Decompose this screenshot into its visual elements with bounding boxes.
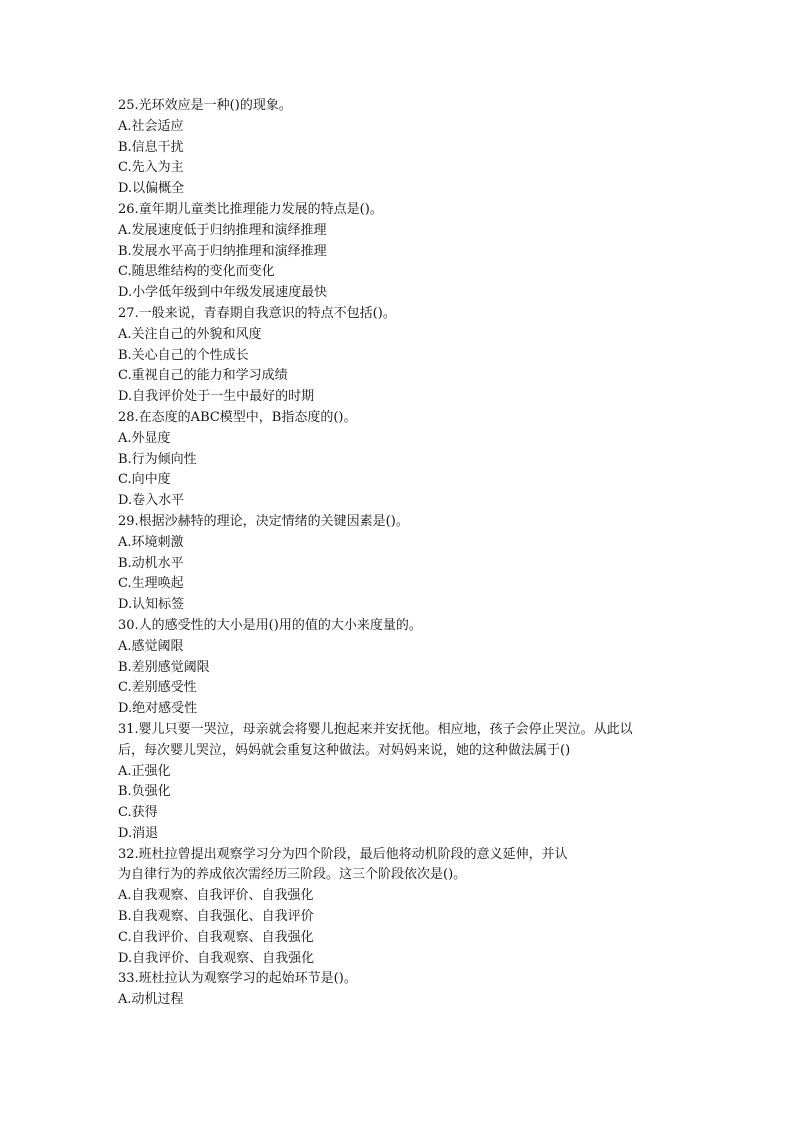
- answer-option: B.自我观察、自我强化、自我评价: [118, 909, 314, 925]
- question-stem: 为自律行为的养成依次需经历三阶段。这三个阶段依次是()。: [118, 867, 467, 883]
- question-item: [118, 304, 678, 408]
- question-stem: 26.童年期儿童类比推理能力发展的特点是()。: [118, 201, 383, 217]
- answer-option: B.发展水平高于归纳推理和演绎推理: [118, 243, 327, 259]
- question-item: [118, 616, 678, 720]
- answer-option: B.关心自己的个性成长: [118, 347, 249, 363]
- question-stem: 25.光环效应是一种()的现象。: [118, 98, 292, 113]
- answer-option: C.向中度: [118, 472, 171, 488]
- answer-option: A.自我观察、自我评价、自我强化: [118, 888, 314, 904]
- answer-option: D.自我评价处于一生中最好的时期: [118, 389, 315, 405]
- answer-option: D.卷入水平: [118, 493, 185, 509]
- answer-option: A.外显度: [118, 430, 171, 446]
- answer-option: C.重视自己的能力和学习成绩: [118, 368, 288, 384]
- answer-option: A.动机过程: [118, 992, 184, 1008]
- answer-option: D.消退: [118, 825, 159, 841]
- answer-option: B.负强化: [118, 784, 171, 800]
- question-stem: 27.一般来说，青春期自我意识的特点不包括()。: [118, 305, 396, 321]
- answer-option: A.感觉阈限: [118, 638, 184, 654]
- answer-option: C.生理唤起: [118, 576, 184, 592]
- question-item: [118, 408, 678, 512]
- answer-option: D.绝对感受性: [118, 701, 198, 717]
- answer-option: C.自我评价、自我观察、自我强化: [118, 929, 314, 945]
- question-list: [118, 96, 678, 1011]
- answer-option: C.获得: [118, 805, 158, 821]
- question-item: [118, 200, 678, 304]
- answer-option: B.行为倾向性: [118, 451, 197, 467]
- answer-option: A.社会适应: [118, 118, 184, 134]
- question-stem: 28.在态度的ABC模型中，B指态度的()。: [118, 409, 357, 425]
- answer-option: A.关注自己的外貌和风度: [118, 326, 262, 342]
- answer-option: C.随思维结构的变化而变化: [118, 264, 275, 280]
- question-stem: 31.婴儿只要一哭泣，母亲就会将婴儿抱起来并安抚他。相应地，孩子会停止哭泣。从此以: [118, 721, 633, 737]
- question-item: [118, 512, 678, 616]
- question-stem: 后，每次婴儿哭泣，妈妈就会重复这种做法。对妈妈来说，她的这种做法属于(): [118, 742, 571, 758]
- question-item: [118, 845, 678, 970]
- answer-option: A.正强化: [118, 763, 171, 779]
- answer-option: B.信息干扰: [118, 139, 184, 155]
- answer-option: A.发展速度低于归纳推理和演绎推理: [118, 222, 327, 238]
- answer-option: D.自我评价、自我观察、自我强化: [118, 950, 315, 966]
- answer-option: B.差别感觉阈限: [118, 659, 210, 675]
- answer-option: D.认知标签: [118, 597, 185, 613]
- answer-option: A.环境刺激: [118, 534, 184, 550]
- question-stem: 29.根据沙赫特的理论，决定情绪的关键因素是()。: [118, 513, 409, 529]
- answer-option: D.以偏概全: [118, 181, 185, 197]
- question-stem: 30.人的感受性的大小是用()用的值的大小来度量的。: [118, 617, 422, 633]
- answer-option: D.小学低年级到中年级发展速度最快: [118, 285, 328, 301]
- answer-option: B.动机水平: [118, 555, 184, 571]
- question-item: [118, 720, 678, 845]
- question-item: [118, 96, 678, 200]
- question-stem: 32.班杜拉曾提出观察学习分为四个阶段，最后他将动机阶段的意义延伸，并认: [118, 846, 568, 862]
- question-stem: 33.班杜拉认为观察学习的起始环节是()。: [118, 971, 357, 987]
- question-item: [118, 969, 678, 1011]
- answer-option: C.差别感受性: [118, 680, 197, 696]
- answer-option: C.先入为主: [118, 160, 184, 176]
